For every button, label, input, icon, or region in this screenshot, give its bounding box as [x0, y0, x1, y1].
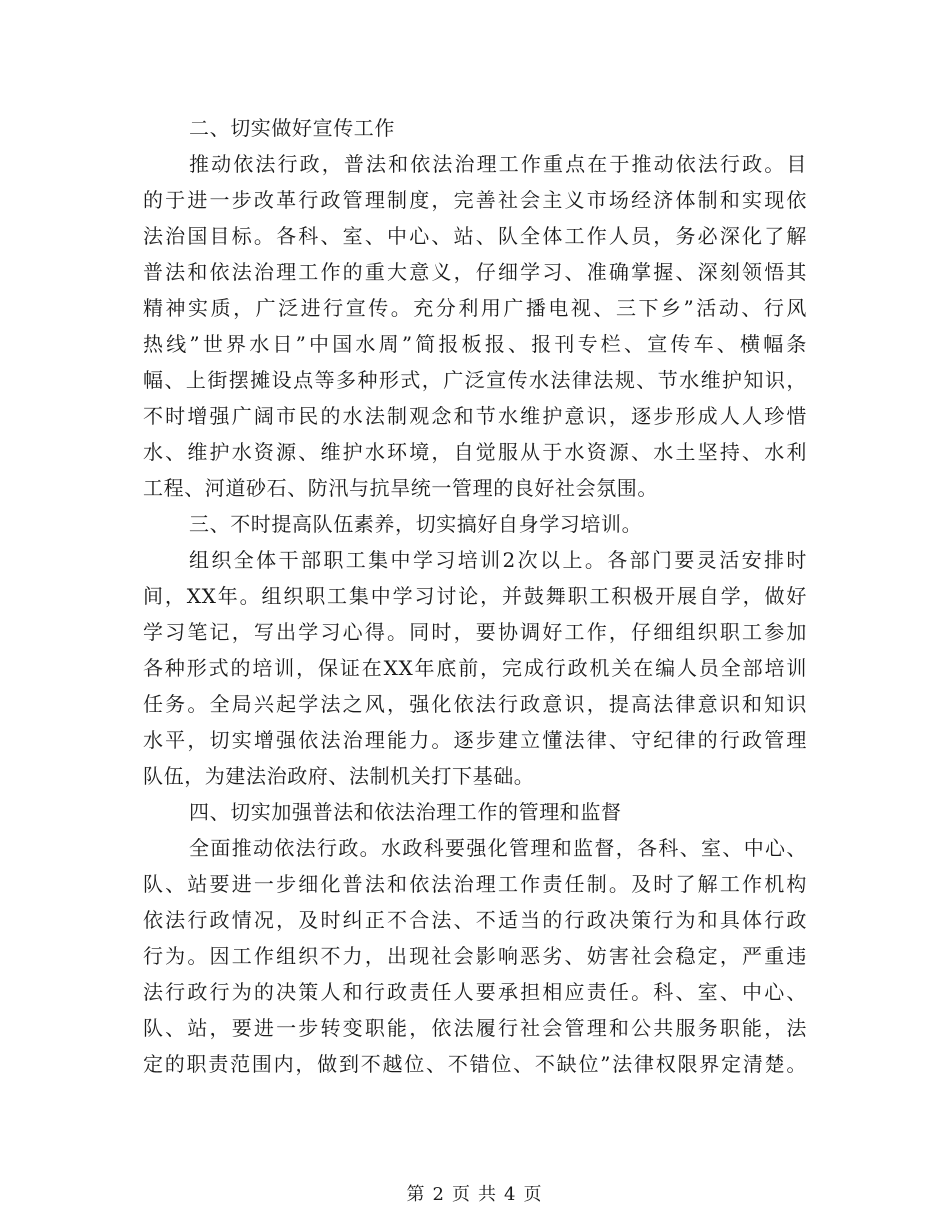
paragraph-line: 不时增强广阔市民的水法制观念和节水维护意识，逐步形成人人珍惜 — [143, 404, 807, 428]
paragraph-line: 学习笔记，写出学习心得。同时，要协调好工作，仔细组织职工参加 — [143, 620, 807, 644]
paragraph-line: 法治国目标。各科、室、中心、站、队全体工作人员，务必深化了解 — [143, 224, 807, 248]
paragraph-line: 全面推动依法行政。水政科要强化管理和监督，各科、室、中心、 — [189, 836, 807, 860]
paragraph-line: 间，XX年。组织职工集中学习讨论，并鼓舞职工积极开展自学，做好 — [143, 584, 807, 608]
section-heading-3: 三、不时提高队伍素养，切实搞好自身学习培训。 — [189, 512, 643, 536]
total-label: 共 — [478, 1184, 498, 1205]
section-heading-4: 四、切实加强普法和依法治理工作的管理和监督 — [189, 800, 622, 824]
paragraph-line: 普法和依法治理工作的重大意义，仔细学习、准确掌握、深刻领悟其 — [143, 260, 807, 284]
paragraph-line: 队伍，为建法治政府、法制机关打下基础。 — [143, 764, 535, 788]
paragraph-line: 法行政行为的决策人和行政责任人要承担相应责任。科、室、中心、 — [143, 980, 807, 1004]
paragraph-line: 精神实质，广泛进行宣传。充分利用广播电视、三下乡”活动、行风 — [143, 296, 807, 320]
paragraph-line: 工程、河道砂石、防汛与抗旱统一管理的良好社会氛围。 — [143, 476, 658, 500]
document-body — [143, 110, 807, 1082]
page-label: 第 — [406, 1184, 427, 1205]
paragraph-line: 各种形式的培训，保证在XX年底前，完成行政机关在编人员全部培训 — [143, 656, 807, 680]
section-heading-2: 二、切实做好宣传工作 — [189, 116, 395, 140]
paragraph-line: 队、站，要进一步转变职能，依法履行社会管理和公共服务职能，法 — [143, 1016, 807, 1040]
total-pages: 4 — [504, 1184, 518, 1205]
paragraph-line: 组织全体干部职工集中学习培训2次以上。各部门要灵活安排时 — [189, 548, 807, 572]
paragraph-line: 热线”世界水日”中国水周”简报板报、报刊专栏、宣传车、横幅条 — [143, 332, 807, 356]
paragraph-line: 幅、上街摆摊设点等多种形式，广泛宣传水法律法规、节水维护知识， — [143, 368, 807, 392]
paragraph-line: 队、站要进一步细化普法和依法治理工作责任制。及时了解工作机构 — [143, 872, 807, 896]
paragraph-line: 任务。全局兴起学法之风，强化依法行政意识，提高法律意识和知识 — [143, 692, 807, 716]
page-unit: 页 — [452, 1184, 472, 1205]
paragraph-line: 行为。因工作组织不力，出现社会影响恶劣、妨害社会稳定，严重违 — [143, 944, 807, 968]
paragraph-line: 依法行政情况，及时纠正不合法、不适当的行政决策行为和具体行政 — [143, 908, 807, 932]
paragraph-line: 推动依法行政，普法和依法治理工作重点在于推动依法行政。目 — [189, 152, 807, 176]
page-number: 2 — [432, 1184, 446, 1205]
paragraph-line: 的于进一步改革行政管理制度，完善社会主义市场经济体制和实现依 — [143, 188, 807, 212]
page-footer — [0, 1180, 950, 1206]
paragraph-line: 定的职责范围内，做到不越位、不错位、不缺位”法律权限界定清楚。 — [143, 1052, 807, 1076]
paragraph-line: 水平，切实增强依法治理能力。逐步建立懂法律、守纪律的行政管理 — [143, 728, 807, 752]
paragraph-line: 水、维护水资源、维护水环境，自觉服从于水资源、水土坚持、水利 — [143, 440, 807, 464]
total-unit: 页 — [523, 1184, 544, 1205]
